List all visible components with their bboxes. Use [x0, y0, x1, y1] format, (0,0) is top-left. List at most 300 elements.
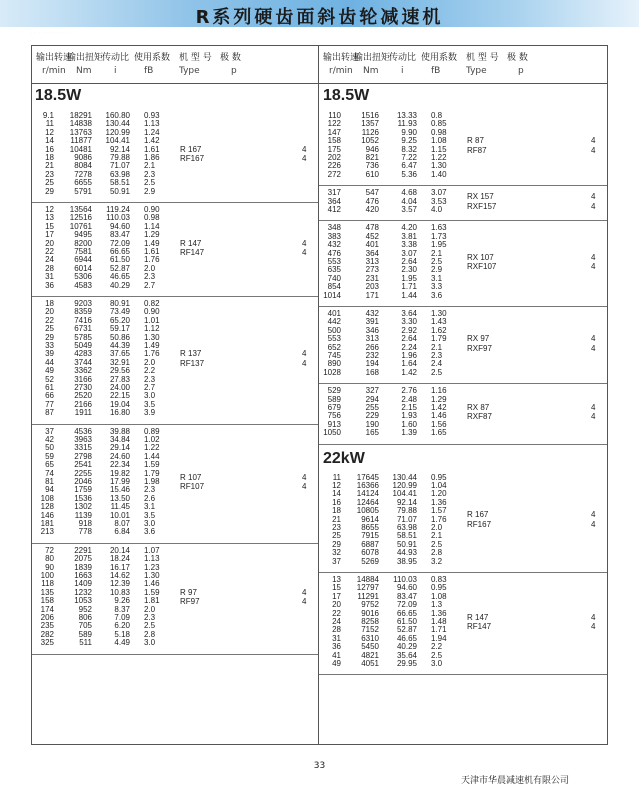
table-cell: 5.36: [401, 169, 417, 179]
table-cell: 1.86: [144, 152, 160, 162]
header-col-1: 输出扭矩: [67, 53, 104, 63]
data-column-2: [100, 428, 130, 537]
table-cell: 2.2: [144, 366, 156, 376]
model-type: [467, 334, 492, 353]
table-cell: 652: [327, 342, 341, 352]
table-cell: 18: [45, 152, 54, 162]
table-cell: 8655: [361, 522, 379, 532]
pole-value: 4: [302, 349, 307, 359]
data-block: [319, 572, 607, 675]
table-cell: 73.49: [109, 307, 130, 317]
data-column-2: [100, 300, 130, 417]
table-cell: 83.47: [109, 230, 130, 240]
data-block: [32, 296, 318, 425]
table-cell: 3.0: [144, 518, 156, 528]
table-cell: 8.07: [114, 518, 130, 528]
model-type: [180, 349, 204, 368]
table-cell: 9203: [74, 299, 92, 308]
data-column-0: [32, 112, 54, 196]
table-cell: 10.83: [109, 587, 130, 597]
table-cell: 2.5: [431, 256, 443, 266]
table-cell: 18.24: [109, 554, 130, 564]
table-cell: 23: [45, 169, 54, 179]
table-cell: 1.13: [144, 119, 160, 129]
data-column-1: [63, 428, 92, 537]
table-cell: 1.16: [431, 386, 447, 396]
table-cell: 8084: [74, 161, 92, 171]
header-col-3: 使用系数: [134, 53, 171, 63]
table-cell: 1.79: [144, 468, 160, 478]
data-column-1: [350, 474, 379, 566]
table-cell: 7915: [361, 531, 379, 541]
model-type: [467, 403, 492, 422]
table-cell: 1.08: [431, 136, 447, 146]
table-cell: 745: [327, 350, 341, 360]
table-cell: 1.24: [144, 127, 160, 137]
table-cell: 6014: [74, 263, 92, 273]
table-cell: 1.61: [144, 246, 160, 256]
table-cell: 2541: [74, 460, 92, 470]
pole-count: [591, 192, 595, 211]
model-name: R 167: [180, 144, 202, 154]
table-cell: 0.85: [431, 119, 447, 129]
data-column-1: [63, 206, 92, 290]
model-name: R 147: [180, 238, 202, 248]
table-cell: 1.04: [431, 480, 447, 490]
table-cell: 952: [78, 604, 92, 614]
table-cell: 1.12: [144, 324, 160, 334]
table-cell: 7.22: [401, 152, 417, 162]
table-cell: 203: [365, 282, 379, 292]
table-cell: 25: [332, 531, 341, 541]
data-column-2: [100, 112, 130, 196]
table-cell: 39: [45, 349, 54, 359]
table-cell: 15: [332, 583, 341, 593]
table-cell: 17645: [356, 472, 379, 482]
table-cell: 94: [45, 485, 54, 495]
table-cell: 44.93: [396, 548, 417, 558]
table-cell: 71.07: [109, 161, 130, 171]
table-cell: 1.30: [431, 309, 447, 318]
model-name: RF147: [467, 622, 492, 632]
data-column-3: [431, 387, 447, 437]
data-column-0: [319, 474, 341, 566]
table-cell: 59.17: [109, 324, 130, 334]
table-cell: 7.09: [114, 612, 130, 622]
data-column-0: [32, 206, 54, 290]
table-cell: 3.1: [431, 273, 443, 283]
data-block: [319, 383, 607, 444]
table-cell: 1.73: [431, 231, 447, 241]
table-cell: 1.76: [431, 514, 447, 524]
table-cell: 2.8: [431, 548, 443, 558]
table-cell: 1.60: [401, 419, 417, 429]
table-cell: 94.60: [109, 221, 130, 231]
table-cell: 9614: [361, 514, 379, 524]
table-cell: 476: [365, 196, 379, 206]
table-cell: 401: [327, 309, 341, 318]
table-cell: 3166: [74, 374, 92, 384]
table-cell: 135: [40, 587, 54, 597]
data-column-1: [350, 224, 379, 300]
model-name: RXF97: [467, 343, 492, 353]
table-cell: 3.9: [144, 408, 156, 418]
pole-value: 4: [591, 252, 596, 262]
table-cell: 0.98: [431, 127, 447, 137]
table-cell: 235: [40, 621, 54, 631]
table-cell: 1050: [323, 428, 341, 438]
table-cell: 50.91: [396, 539, 417, 549]
table-cell: 3.5: [144, 510, 156, 520]
table-cell: 6655: [74, 178, 92, 188]
table-cell: 9016: [361, 608, 379, 618]
table-cell: 29.56: [109, 366, 130, 376]
table-cell: 432: [327, 240, 341, 250]
table-cell: 120.99: [392, 480, 417, 490]
model-name: RX 157: [467, 192, 494, 202]
table-cell: 22: [45, 315, 54, 325]
header-unit-2: i: [114, 66, 117, 76]
table-cell: 2.9: [431, 265, 443, 275]
table-cell: 63.98: [109, 169, 130, 179]
table-cell: 66.65: [109, 246, 130, 256]
header-col-4: 机 型 号: [179, 53, 212, 63]
table-cell: 2.3: [144, 374, 156, 384]
table-cell: 66.65: [396, 608, 417, 618]
table-cell: 128: [40, 502, 54, 512]
table-cell: 232: [365, 350, 379, 360]
table-cell: 104.41: [392, 489, 417, 499]
pole-value: 4: [591, 412, 596, 422]
data-column-3: [144, 547, 160, 648]
table-cell: 1.22: [431, 152, 447, 162]
table-cell: 31: [332, 633, 341, 643]
table-cell: 160.80: [105, 111, 130, 120]
table-cell: 348: [327, 223, 341, 233]
table-cell: 4536: [74, 426, 92, 436]
company-name: 天津市华晨减速机有限公司: [460, 776, 569, 786]
table-cell: 146: [40, 510, 54, 520]
table-cell: 452: [365, 231, 379, 241]
table-cell: 9752: [361, 600, 379, 610]
table-cell: 8200: [74, 238, 92, 248]
table-cell: 3.0: [431, 658, 443, 668]
table-cell: 2520: [74, 391, 92, 401]
table-cell: 202: [327, 152, 341, 162]
table-cell: 3963: [74, 434, 92, 444]
table-cell: 6.84: [114, 527, 130, 537]
table-cell: 2.0: [144, 604, 156, 614]
table-cell: 13: [332, 575, 341, 584]
data-column-0: [319, 189, 341, 214]
model-type: [180, 588, 200, 607]
pole-value: 4: [302, 144, 307, 154]
table-cell: 65.20: [109, 315, 130, 325]
table-cell: 1.14: [144, 221, 160, 231]
model-type: [467, 136, 487, 155]
table-cell: 10761: [69, 221, 92, 231]
table-cell: 1126: [361, 127, 379, 137]
data-column-2: [387, 310, 417, 377]
model-name: R 87: [467, 136, 484, 146]
model-name: R 97: [180, 587, 197, 597]
table-cell: 1.57: [431, 506, 447, 516]
page-title: R系列硬齿面斜齿轮减速机: [195, 7, 444, 28]
pole-count: [591, 136, 595, 155]
table-cell: 72.09: [396, 600, 417, 610]
pole-value: 4: [591, 145, 596, 155]
table-cell: 10805: [356, 506, 379, 516]
table-cell: 511: [79, 638, 92, 648]
table-cell: 9.1: [42, 111, 54, 120]
table-cell: 1.71: [431, 625, 447, 635]
table-cell: 24: [332, 616, 341, 626]
table-cell: 174: [40, 604, 54, 614]
header-col-2: 传动比: [102, 53, 130, 63]
table-cell: 12797: [356, 583, 379, 593]
table-cell: 4283: [74, 349, 92, 359]
table-cell: 79.88: [396, 506, 417, 516]
table-cell: 35.64: [396, 650, 417, 660]
model-name: RX 107: [467, 252, 494, 262]
table-cell: 4.04: [401, 196, 417, 206]
table-cell: 11: [45, 119, 54, 129]
table-cell: 21: [332, 514, 341, 524]
table-cell: 36: [45, 280, 54, 290]
table-cell: 7416: [74, 315, 92, 325]
header-unit-5: p: [231, 66, 237, 76]
table-cell: 13.50: [109, 493, 130, 503]
table-cell: 2.64: [401, 334, 417, 344]
table-cell: 20: [45, 238, 54, 248]
table-cell: 8.37: [114, 604, 130, 614]
table-cell: 553: [327, 256, 341, 266]
model-type: [180, 473, 204, 492]
table-cell: 50.91: [109, 186, 130, 196]
table-cell: 81: [45, 476, 54, 486]
data-column-1: [63, 547, 92, 648]
table-cell: 63.98: [396, 522, 417, 532]
table-cell: 83.47: [396, 591, 417, 601]
table-cell: 77: [45, 399, 54, 409]
table-cell: 1.95: [401, 273, 417, 283]
table-cell: 3.53: [431, 196, 447, 206]
table-cell: 1232: [74, 587, 92, 597]
table-cell: 1.20: [431, 489, 447, 499]
table-cell: 4.20: [401, 223, 417, 233]
table-cell: 33: [45, 340, 54, 350]
table-cell: 0.90: [144, 205, 160, 214]
pole-count: [591, 403, 595, 422]
header-unit-2: i: [401, 66, 404, 76]
table-cell: 119.24: [106, 205, 130, 214]
table-cell: 25: [45, 178, 54, 188]
table-cell: 3.1: [144, 502, 156, 512]
pole-value: 4: [591, 262, 596, 272]
pole-value: 4: [591, 510, 596, 520]
table-cell: 1.02: [144, 434, 160, 444]
table-cell: 3.0: [144, 638, 156, 648]
header-unit-5: p: [518, 66, 524, 76]
table-cell: 16.17: [109, 562, 130, 572]
table-cell: 1.98: [144, 476, 160, 486]
table-cell: 2.24: [401, 342, 417, 352]
table-cell: 206: [40, 612, 54, 622]
pole-value: 4: [302, 358, 307, 368]
table-cell: 1.94: [431, 633, 447, 643]
table-cell: 13564: [69, 205, 92, 214]
table-cell: 2.9: [144, 186, 156, 196]
table-cell: 79.88: [109, 152, 130, 162]
pole-count: [302, 473, 306, 492]
table-cell: 4.68: [401, 188, 417, 198]
pole-value: 4: [591, 519, 596, 529]
table-cell: 66: [45, 391, 54, 401]
header-col-1: 输出扭矩: [354, 53, 391, 63]
table-cell: 6078: [361, 548, 379, 558]
table-cell: 13.33: [396, 111, 417, 120]
table-cell: 2.3: [144, 485, 156, 495]
table-cell: 1409: [74, 579, 92, 589]
data-column-2: [387, 387, 417, 437]
table-cell: 1.42: [401, 367, 417, 377]
table-cell: 46.65: [396, 633, 417, 643]
model-name: RXF87: [467, 412, 492, 422]
header-unit-3: fB: [144, 66, 154, 76]
table-cell: 2.0: [431, 522, 443, 532]
model-name: RF137: [180, 358, 205, 368]
table-cell: 918: [78, 518, 92, 528]
table-cell: 11877: [70, 136, 92, 146]
table-cell: 1.42: [144, 136, 160, 146]
table-cell: 4.49: [114, 638, 130, 648]
data-column-3: [431, 474, 447, 566]
table-cell: 1.40: [431, 169, 447, 179]
table-cell: 110: [328, 111, 341, 120]
table-cell: 1.15: [431, 144, 447, 154]
section-title-right-2: 22kW: [323, 449, 365, 467]
table-cell: 65: [45, 460, 54, 470]
table-cell: 122: [327, 119, 341, 129]
table-cell: 1.36: [431, 497, 447, 507]
table-cell: 20: [45, 307, 54, 317]
table-cell: 1.23: [144, 562, 160, 572]
table-cell: 2255: [74, 468, 92, 478]
table-cell: 100: [40, 570, 54, 580]
table-cell: 23: [332, 522, 341, 532]
header-unit-3: fB: [431, 66, 441, 76]
table-cell: 190: [365, 419, 379, 429]
data-block: [319, 470, 607, 573]
data-block: [32, 202, 318, 297]
header-right: [319, 46, 607, 84]
table-cell: 194: [365, 359, 379, 369]
table-cell: 3362: [74, 366, 92, 376]
table-cell: 147: [327, 127, 341, 137]
table-cell: 412: [327, 204, 341, 214]
table-cell: 2798: [74, 451, 92, 461]
table-cell: 255: [365, 402, 379, 412]
model-type: [180, 239, 204, 258]
table-cell: 2.4: [431, 359, 443, 369]
table-cell: 401: [365, 240, 379, 250]
table-cell: 226: [327, 161, 341, 171]
pole-count: [591, 510, 595, 529]
table-cell: 313: [365, 334, 379, 344]
model-name: RXF107: [467, 262, 497, 272]
header-unit-1: Nm: [76, 66, 92, 76]
table-cell: 478: [365, 223, 379, 233]
table-cell: 49: [332, 658, 341, 668]
table-cell: 1053: [74, 596, 92, 606]
data-column-3: [144, 112, 160, 196]
table-cell: 5450: [361, 642, 379, 652]
table-cell: 266: [365, 342, 379, 352]
data-column-3: [431, 224, 447, 300]
model-name: RX 87: [467, 402, 490, 412]
header-unit-4: Type: [466, 66, 487, 76]
table-cell: 229: [365, 411, 379, 421]
data-column-2: [387, 474, 417, 566]
table-cell: 9.90: [401, 127, 417, 137]
table-cell: 610: [365, 169, 379, 179]
model-type: [467, 613, 491, 632]
table-cell: 2.30: [401, 265, 417, 275]
table-cell: 1.71: [401, 282, 417, 292]
model-name: RF167: [467, 519, 492, 529]
table-cell: 1.76: [144, 255, 160, 265]
table-cell: 11.45: [110, 502, 130, 512]
model-type: [467, 192, 496, 211]
table-cell: 9.25: [401, 136, 417, 146]
table-cell: 11: [332, 472, 341, 482]
table-cell: 2.15: [401, 402, 417, 412]
pole-value: 4: [591, 201, 596, 211]
pole-value: 4: [302, 154, 307, 163]
table-cell: 346: [365, 325, 379, 335]
table-cell: 29: [45, 332, 54, 342]
table-cell: 778: [78, 527, 92, 537]
data-column-1: [350, 189, 379, 214]
table-cell: 12: [332, 480, 341, 490]
table-cell: 58.51: [109, 178, 130, 188]
table-cell: 383: [327, 231, 341, 241]
table-cell: 22.15: [109, 391, 130, 401]
table-cell: 364: [365, 248, 379, 258]
pole-value: 4: [302, 482, 307, 492]
data-column-1: [350, 387, 379, 437]
pole-value: 4: [591, 612, 596, 622]
table-cell: 16: [45, 144, 54, 154]
pole-value: 4: [591, 343, 596, 353]
table-cell: 20.14: [109, 545, 130, 555]
table-cell: 9.26: [114, 596, 130, 606]
table-cell: 2.3: [144, 272, 156, 282]
table-cell: 110.03: [393, 575, 417, 584]
table-cell: 589: [78, 629, 92, 639]
table-cell: 1.3: [431, 600, 443, 610]
table-cell: 41: [332, 650, 341, 660]
table-cell: 0.89: [144, 426, 160, 436]
table-cell: 3.2: [431, 556, 443, 566]
table-cell: 1911: [74, 408, 92, 418]
table-cell: 61: [45, 382, 54, 392]
table-cell: 1.30: [144, 570, 160, 580]
table-cell: 34.84: [109, 434, 130, 444]
model-name: R 147: [467, 612, 489, 622]
table-cell: 756: [327, 411, 341, 421]
table-cell: 1.63: [431, 223, 447, 233]
